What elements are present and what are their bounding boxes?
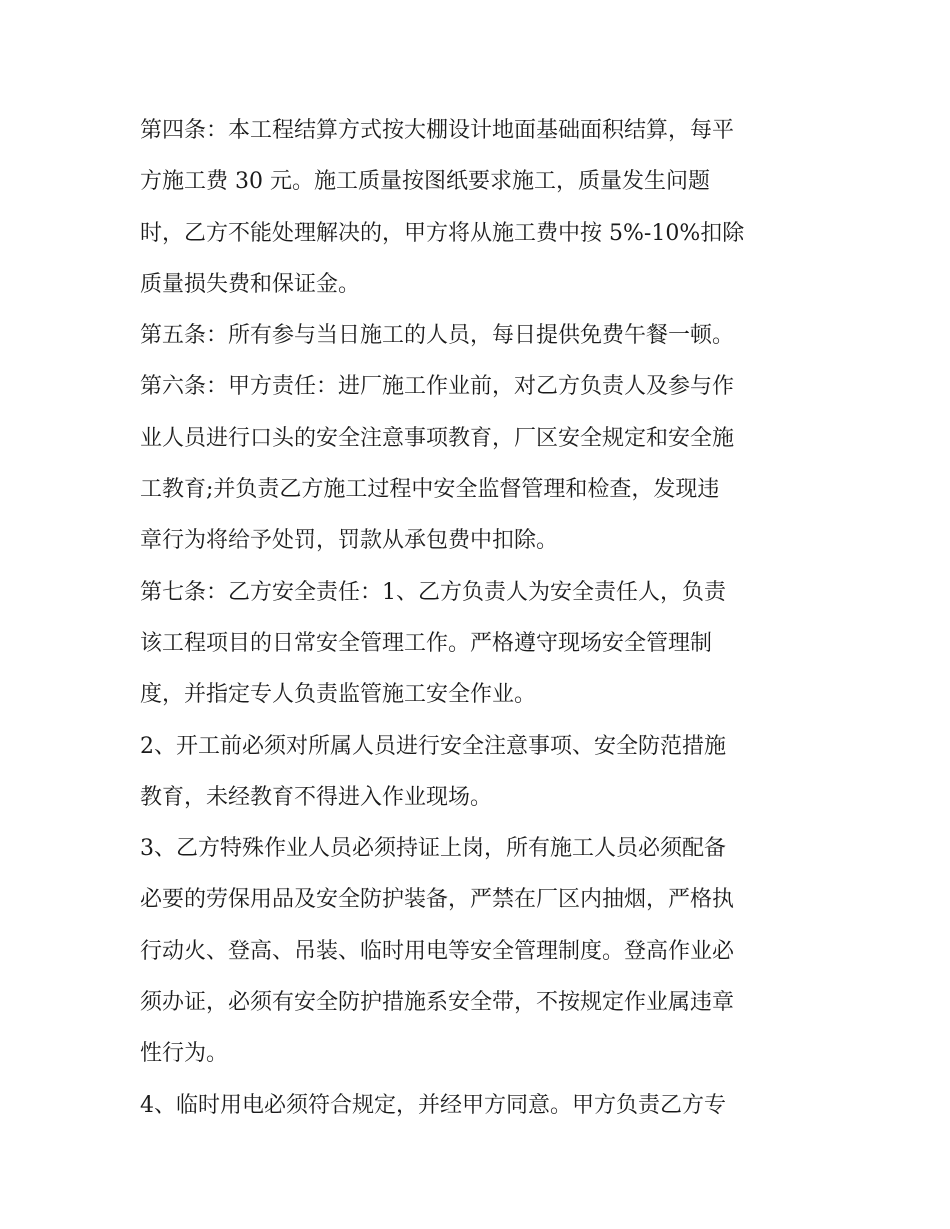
text-line: 性行为。 (140, 1041, 229, 1067)
text-line: 3、乙方特殊作业人员必须持证上岗，所有施工人员必须配备 (140, 836, 726, 862)
text-line: 第五条：所有参与当日施工的人员，每日提供免费午餐一顿。 (140, 323, 735, 349)
text-line: 必要的劳保用品及安全防护装备，严禁在厂区内抽烟，严格执 (140, 887, 735, 913)
text-line: 第七条：乙方安全责任：1、乙方负责人为安全责任人，负责 (140, 579, 726, 605)
text-line: 章行为将给予处罚，罚款从承包费中扣除。 (140, 528, 559, 554)
text-line: 方施工费 30 元。施工质量按图纸要求施工，质量发生问题 (140, 169, 710, 195)
text-line: 度，并指定专人负责监管施工安全作业。 (140, 682, 537, 708)
text-line: 4、临时用电必须符合规定，并经甲方同意。甲方负责乙方专 (140, 1092, 726, 1118)
contract-text-body (140, 105, 840, 1131)
text-line: 行动火、登高、吊装、临时用电等安全管理制度。登高作业必 (140, 938, 735, 964)
text-line: 第六条：甲方责任：进厂施工作业前，对乙方负责人及参与作 (140, 374, 735, 400)
text-line: 工教育;并负责乙方施工过程中安全监督管理和检查，发现违 (140, 477, 720, 503)
text-line: 教育，未经教育不得进入作业现场。 (140, 784, 493, 810)
text-line: 2、开工前必须对所属人员进行安全注意事项、安全防范措施 (140, 733, 726, 759)
text-line: 该工程项目的日常安全管理工作。严格遵守现场安全管理制 (140, 630, 713, 656)
text-line: 质量损失费和保证金。 (140, 271, 361, 297)
text-line: 业人员进行口头的安全注意事项教育，厂区安全规定和安全施 (140, 425, 735, 451)
text-line: 须办证，必须有安全防护措施系安全带，不按规定作业属违章 (140, 990, 735, 1016)
text-line: 第四条：本工程结算方式按大棚设计地面基础面积结算，每平 (140, 118, 735, 143)
text-line: 时，乙方不能处理解决的，甲方将从施工费中按 5%-10%扣除 (140, 220, 745, 246)
